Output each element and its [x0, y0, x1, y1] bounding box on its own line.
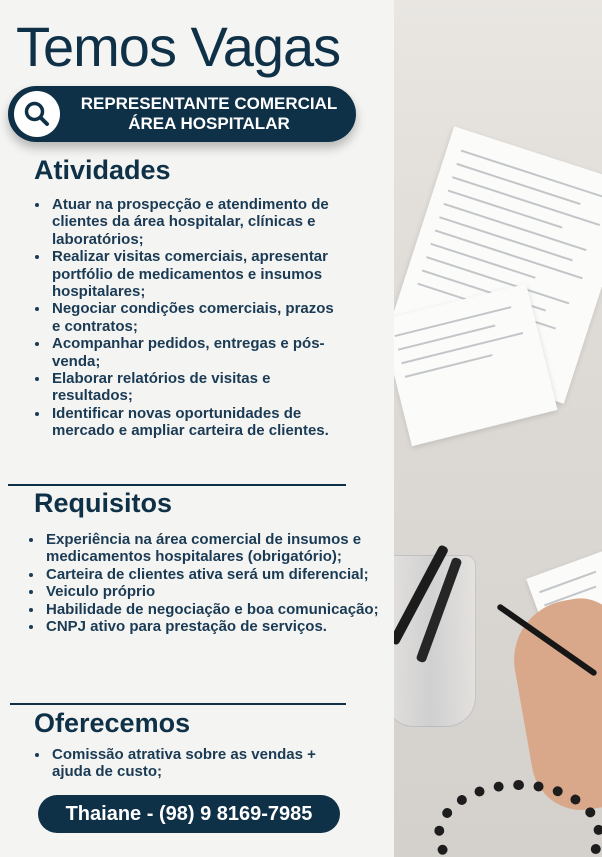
divider: [10, 703, 346, 705]
list-item: • Negociar condições comerciais, prazos e contratos;: [50, 300, 340, 335]
search-icon: [14, 91, 60, 137]
job-banner: [8, 86, 356, 142]
glass: [394, 555, 476, 727]
atividades-list: [28, 196, 340, 440]
job-title-line1: REPRESENTANTE COMERCIAL: [80, 94, 338, 113]
divider: [8, 484, 346, 486]
list-item: • Experiência na área comercial de insumos e medicamentos hospitalares (obrigatório);: [44, 531, 389, 566]
list-item: • Elaborar relatórios de visitas e resultados;: [50, 370, 340, 405]
list-item: • CNPJ ativo para prestação de serviços.: [44, 618, 389, 635]
list-item: • Carteira de clientes ativa será um diferencial;: [44, 566, 389, 583]
job-title: [68, 94, 350, 134]
section-heading-oferecemos: Oferecemos: [34, 708, 191, 738]
list-item: • Veiculo próprio: [44, 583, 389, 600]
list-item: • Habilidade de negociação e boa comunicação;: [44, 601, 389, 618]
page-title: Temos Vagas: [16, 15, 341, 78]
list-item: • Comissão atrativa sobre as vendas + ajuda de custo;: [50, 746, 350, 781]
background-photo: [394, 0, 602, 857]
requisitos-list: [22, 531, 389, 635]
list-item: • Atuar na prospecção e atendimento de clientes da área hospitalar, clínicas e laboratórios;: [50, 196, 340, 248]
list-item: • Identificar novas oportunidades de mercado e ampliar carteira de clientes.: [50, 405, 340, 440]
contact-button[interactable]: Thaiane - (98) 9 8169-7985: [38, 795, 340, 833]
section-heading-atividades: Atividades: [34, 155, 171, 185]
list-item: • Realizar visitas comerciais, apresentar portfólio de medicamentos e insumos hospitalares;: [50, 248, 340, 300]
oferecemos-list: [28, 746, 350, 781]
list-item: • Acompanhar pedidos, entregas e pós-venda;: [50, 335, 340, 370]
job-title-line2: ÁREA HOSPITALAR: [128, 114, 290, 133]
section-heading-requisitos: Requisitos: [34, 488, 173, 518]
